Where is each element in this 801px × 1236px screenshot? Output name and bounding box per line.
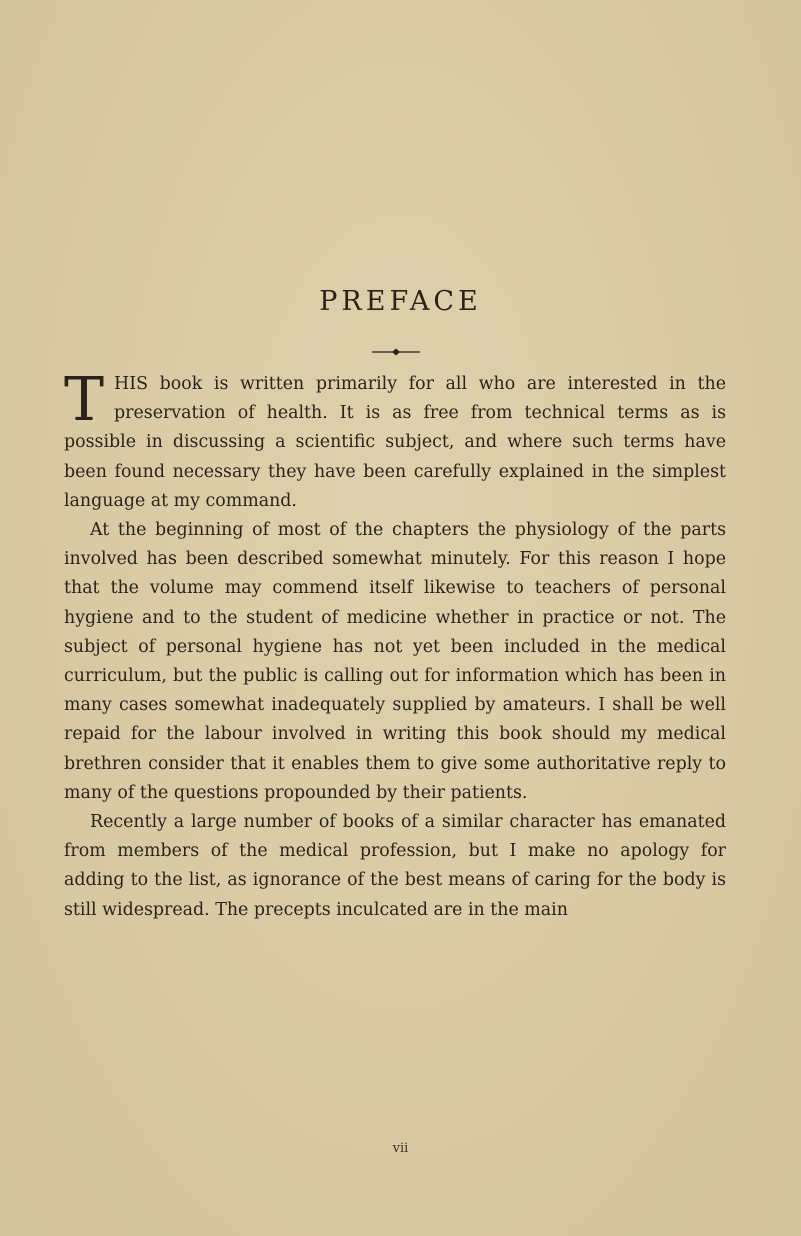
page-number: vii — [392, 1141, 409, 1156]
preface-text — [64, 365, 726, 925]
drop-cap: T — [64, 365, 105, 435]
page-title: PREFACE — [319, 286, 482, 317]
first-word-rest: HIS — [114, 374, 148, 394]
paragraph-2: At the beginning of most of the chapters the physiology of the parts involved has been described somewhat minutely. For this reason I hope that the volume may commend itself likewise to teachers of personal hygiene and to the student of medicine whether in practice or not. The subject of personal hygiene has not yet been included in the medical curriculum, but the public is calling out for information which has been in many cases somewhat inadequately supplied by amateurs. I shall be well repaid for the labour involved in writing this book should my medical brethren consider that it enables them to give some authoritative reply to many of the questions propounded by their patients. — [64, 520, 726, 803]
paragraph-1 — [64, 365, 726, 516]
paragraph-3: Recently a large number of books of a similar character has emanated from members of the medical profession, but I make no apology for adding to the list, as ignorance of the best means of caring for the body is still widespread. The precepts inculcated are in the main — [64, 812, 726, 920]
paragraph-1-text: book is written primarily for all who are interested in the preservation of health. It is as free from technical terms as is possible in discussing a scientific subject, and where such terms have been found necessary they have been carefully explained in the simplest language at my command. — [64, 374, 726, 511]
rule-ornament-icon — [372, 347, 420, 357]
